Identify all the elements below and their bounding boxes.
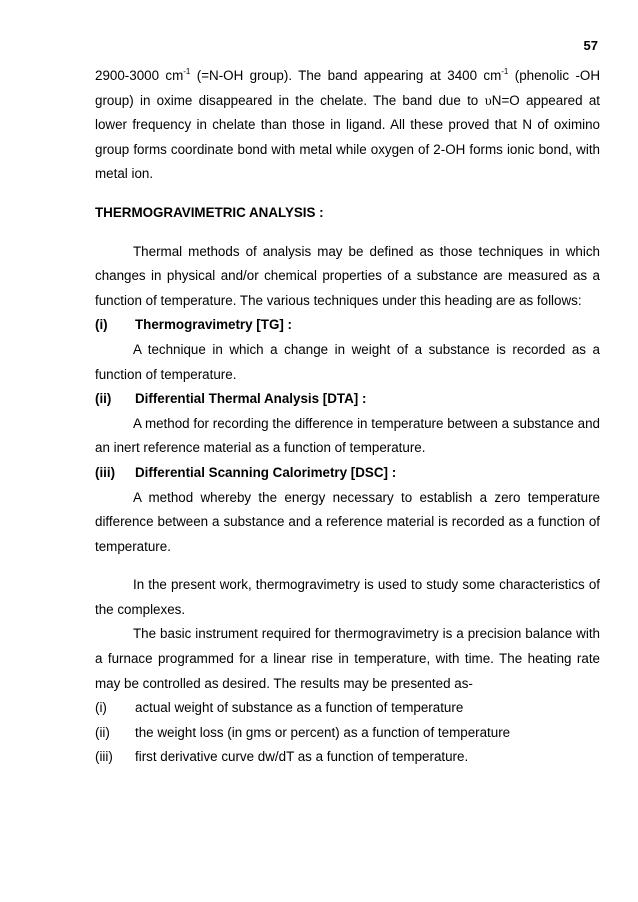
technique-title: Thermogravimetry [TG] : bbox=[135, 317, 292, 333]
page-number: 57 bbox=[583, 38, 598, 53]
technique-title: Differential Thermal Analysis [DTA] : bbox=[135, 391, 367, 407]
text-fragment: (=N-OH group). The band appearing at 3400 cm bbox=[190, 68, 502, 83]
list-number: (i) bbox=[95, 317, 108, 333]
result-text: actual weight of substance as a function of temperature bbox=[135, 700, 464, 716]
superscript: -1 bbox=[183, 67, 191, 76]
result-text: the weight loss (in gms or percent) as a function of temperature bbox=[135, 724, 511, 740]
technique-description: A technique in which a change in weight of a substance is recorded as a function of temperature. bbox=[95, 341, 600, 382]
list-number: (iii) bbox=[95, 749, 113, 765]
list-number: (ii) bbox=[95, 724, 110, 740]
nu-symbol: υ bbox=[484, 93, 492, 108]
list-number: (i) bbox=[95, 700, 107, 716]
text-fragment: (phenolic -OH group) in oxime disappeared in the chelate. The band due to bbox=[95, 68, 600, 108]
text-fragment: 2900-3000 cm bbox=[95, 68, 184, 83]
technique-description: A method whereby the energy necessary to establish a zero temperature difference between a substance and a reference material is recorded as a function of temperature. bbox=[95, 489, 600, 554]
list-number: (iii) bbox=[95, 464, 116, 480]
result-item bbox=[95, 696, 600, 721]
paragraph-ir-discussion bbox=[95, 64, 600, 187]
technique-title-row bbox=[95, 387, 600, 412]
result-text: first derivative curve dw/dT as a function of temperature. bbox=[135, 749, 469, 765]
technique-description: A method for recording the difference in temperature between a substance and an inert reference material as a function of temperature. bbox=[95, 415, 600, 456]
paragraph-instrument: The basic instrument required for thermogravimetry is a precision balance with a furnace programmed for a linear rise in temperature, with time. The heating rate may be controlled as desired. The results may be presented as- bbox=[95, 626, 600, 691]
technique-title-row bbox=[95, 313, 600, 338]
page-body bbox=[95, 64, 600, 770]
technique-title: Differential Scanning Calorimetry [DSC] : bbox=[135, 464, 397, 480]
section-heading: THERMOGRAVIMETRIC ANALYSIS : bbox=[95, 204, 324, 220]
result-item bbox=[95, 721, 600, 746]
text-fragment: N=O appeared at lower frequency in chelate than those in ligand. All these proved that N of oximino group forms coordinate bond with metal while oxygen of 2-OH forms ionic bond, with metal ion. bbox=[95, 92, 600, 182]
result-item bbox=[95, 745, 600, 770]
list-number: (ii) bbox=[95, 391, 112, 407]
paragraph-present-work: In the present work, thermogravimetry is used to study some characteristics of the complexes. bbox=[95, 577, 600, 617]
technique-title-row bbox=[95, 461, 600, 486]
superscript: -1 bbox=[501, 67, 509, 76]
paragraph-thermal-methods: Thermal methods of analysis may be defined as those techniques in which changes in physical and/or chemical properties of a substance are measured as a function of temperature. The various techniques under this heading are as follows: bbox=[95, 243, 600, 308]
